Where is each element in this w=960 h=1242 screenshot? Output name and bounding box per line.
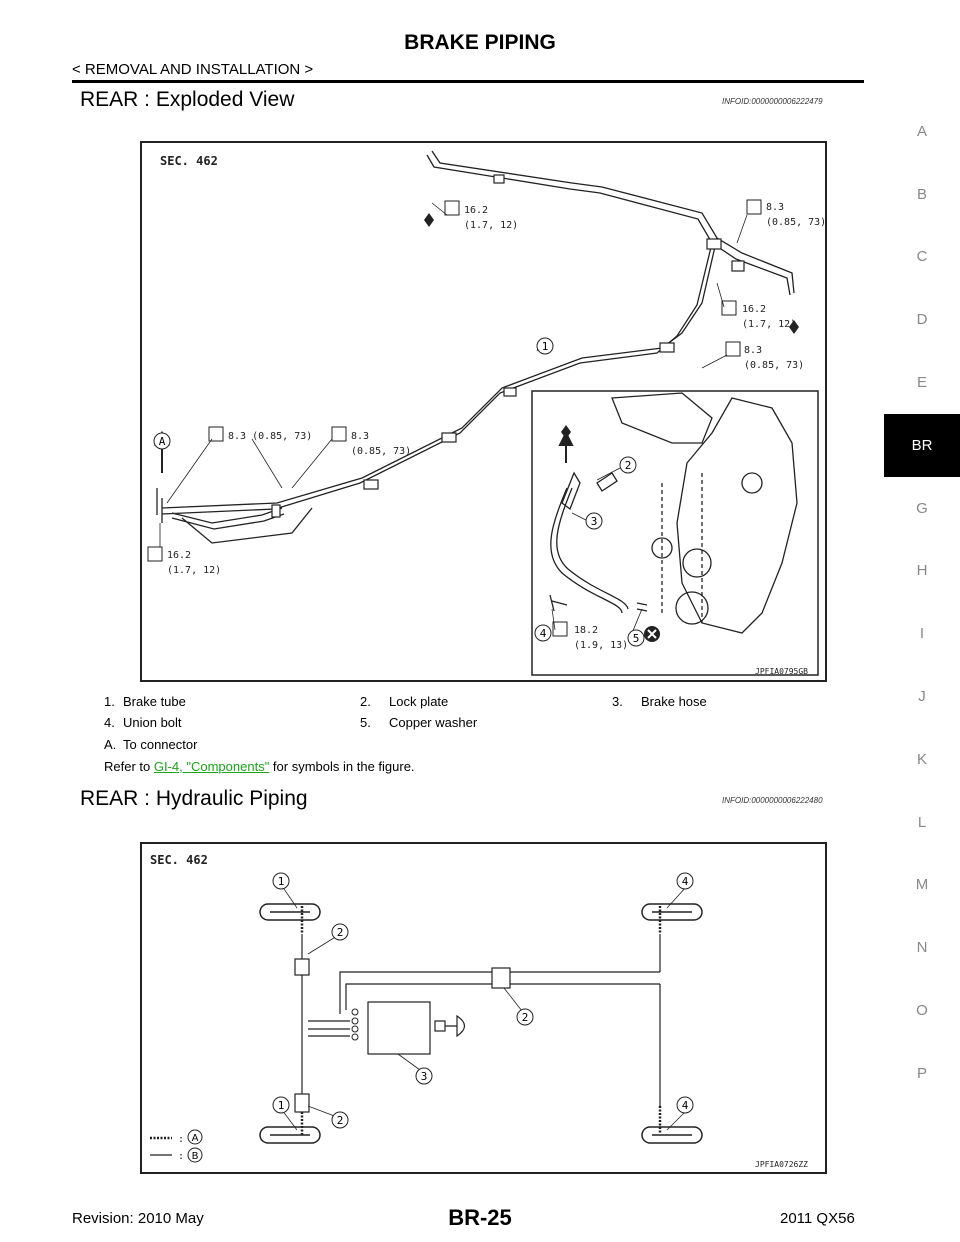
torque-sub-1: (1.7, 12) — [464, 220, 519, 231]
index-tab-m[interactable]: M — [915, 876, 929, 894]
index-tab-d[interactable]: D — [916, 311, 928, 329]
sec-label-2: SEC. 462 — [150, 853, 208, 867]
refer-note — [104, 759, 415, 774]
figure-code-2: JPFIA0726ZZ — [755, 1160, 808, 1169]
torque-sub-2: (0.85, 73) — [766, 217, 825, 228]
legend-num-2: 2. — [360, 694, 371, 709]
index-tab-p[interactable]: P — [916, 1064, 927, 1082]
refer-prefix: Refer to — [104, 759, 154, 774]
section-title-hydraulic-piping: REAR : Hydraulic Piping — [80, 787, 308, 810]
callout-2: 2 — [624, 459, 632, 472]
legend-num-3: 3. — [612, 694, 623, 709]
callout-4: 4 — [539, 627, 547, 640]
index-tab-o[interactable]: O — [916, 1002, 928, 1020]
index-tab-l[interactable]: L — [917, 813, 927, 831]
index-tab-b[interactable]: B — [916, 185, 927, 203]
callout-a: A — [158, 435, 166, 448]
torque-label-7: 16.2 — [167, 550, 192, 561]
hp-callout-2-center: 2 — [521, 1011, 529, 1024]
header-rule — [72, 80, 864, 83]
legend-num-1: 1. — [104, 694, 115, 709]
figure-code-1: JPFIA0795GB — [755, 667, 808, 676]
torque-sub-3: (1.7, 12) — [742, 319, 797, 330]
infoid-exploded-view: INFOID:0000000006222479 — [722, 97, 823, 106]
legend-num-5: 5. — [360, 715, 371, 730]
legend-text-4: Union bolt — [123, 715, 182, 730]
torque-label-5: 8.3 (0.85, 73) — [228, 431, 313, 442]
legend-text-1: Brake tube — [123, 694, 186, 709]
index-tab-e[interactable]: E — [916, 374, 927, 392]
torque-sub-8: (1.9, 13) — [574, 640, 629, 651]
exploded-view-drawing — [142, 143, 825, 680]
key-sep-a: : — [178, 1134, 185, 1145]
section-title-exploded-view: REAR : Exploded View — [80, 88, 295, 111]
index-tab-a[interactable]: A — [916, 122, 927, 140]
torque-label-1: 16.2 — [464, 205, 489, 216]
hp-callout-1-top: 1 — [277, 875, 285, 888]
index-tab-k[interactable]: K — [916, 750, 927, 768]
hydraulic-piping-drawing — [142, 844, 825, 1172]
legend-num-4: 4. — [104, 715, 115, 730]
section-index-sidebar — [884, 100, 960, 1105]
index-tab-h[interactable]: H — [916, 562, 928, 580]
legend-text-3: Brake hose — [641, 694, 707, 709]
callout-5: 5 — [632, 632, 640, 645]
torque-label-8: 18.2 — [574, 625, 599, 636]
hp-callout-4-top: 4 — [681, 875, 689, 888]
legend-text-5: Copper washer — [389, 715, 478, 730]
torque-sub-4: (0.85, 73) — [744, 360, 805, 371]
torque-sub-7: (1.7, 12) — [167, 565, 222, 576]
hydraulic-piping-figure — [140, 842, 827, 1174]
breadcrumb: < REMOVAL AND INSTALLATION > — [72, 61, 314, 78]
legend-text-a: To connector — [123, 737, 198, 752]
key-letter-b: B — [191, 1151, 199, 1162]
parts-legend — [104, 694, 804, 764]
page-number: BR-25 — [448, 1205, 512, 1230]
torque-label-6: 8.3 — [351, 431, 370, 442]
index-tab-n[interactable]: N — [916, 939, 928, 957]
sec-label-1: SEC. 462 — [160, 154, 218, 168]
index-tab-c[interactable]: C — [916, 248, 928, 266]
hp-callout-4-bottom: 4 — [681, 1099, 689, 1112]
infoid-hydraulic-piping: INFOID:0000000006222480 — [722, 796, 823, 805]
key-letter-a: A — [191, 1133, 199, 1144]
index-tab-j[interactable]: J — [918, 688, 926, 706]
exploded-view-figure — [140, 141, 827, 682]
revision-date: Revision: 2010 May — [72, 1210, 204, 1227]
torque-sub-6: (0.85, 73) — [351, 446, 412, 457]
index-tab-br[interactable]: BR — [884, 414, 960, 477]
torque-label-4: 8.3 — [744, 345, 763, 356]
legend-num-a: A. — [104, 737, 117, 752]
key-sep-b: : — [178, 1151, 185, 1162]
callout-1: 1 — [541, 340, 549, 353]
hp-callout-1-bottom: 1 — [277, 1099, 285, 1112]
index-tab-i[interactable]: I — [919, 625, 925, 643]
callout-3: 3 — [590, 515, 598, 528]
legend-text-2: Lock plate — [389, 694, 449, 709]
hp-callout-2-left: 2 — [336, 926, 344, 939]
refer-suffix: for symbols in the figure. — [269, 759, 415, 774]
index-tab-g[interactable]: G — [916, 499, 928, 517]
components-link[interactable]: GI-4, "Components" — [153, 759, 270, 774]
torque-label-2: 8.3 — [766, 202, 785, 213]
hp-callout-3: 3 — [420, 1070, 428, 1083]
model-year: 2011 QX56 — [780, 1210, 855, 1227]
torque-label-3: 16.2 — [742, 304, 767, 315]
page-title: BRAKE PIPING — [404, 31, 556, 54]
hp-callout-2-bottom: 2 — [336, 1114, 344, 1127]
